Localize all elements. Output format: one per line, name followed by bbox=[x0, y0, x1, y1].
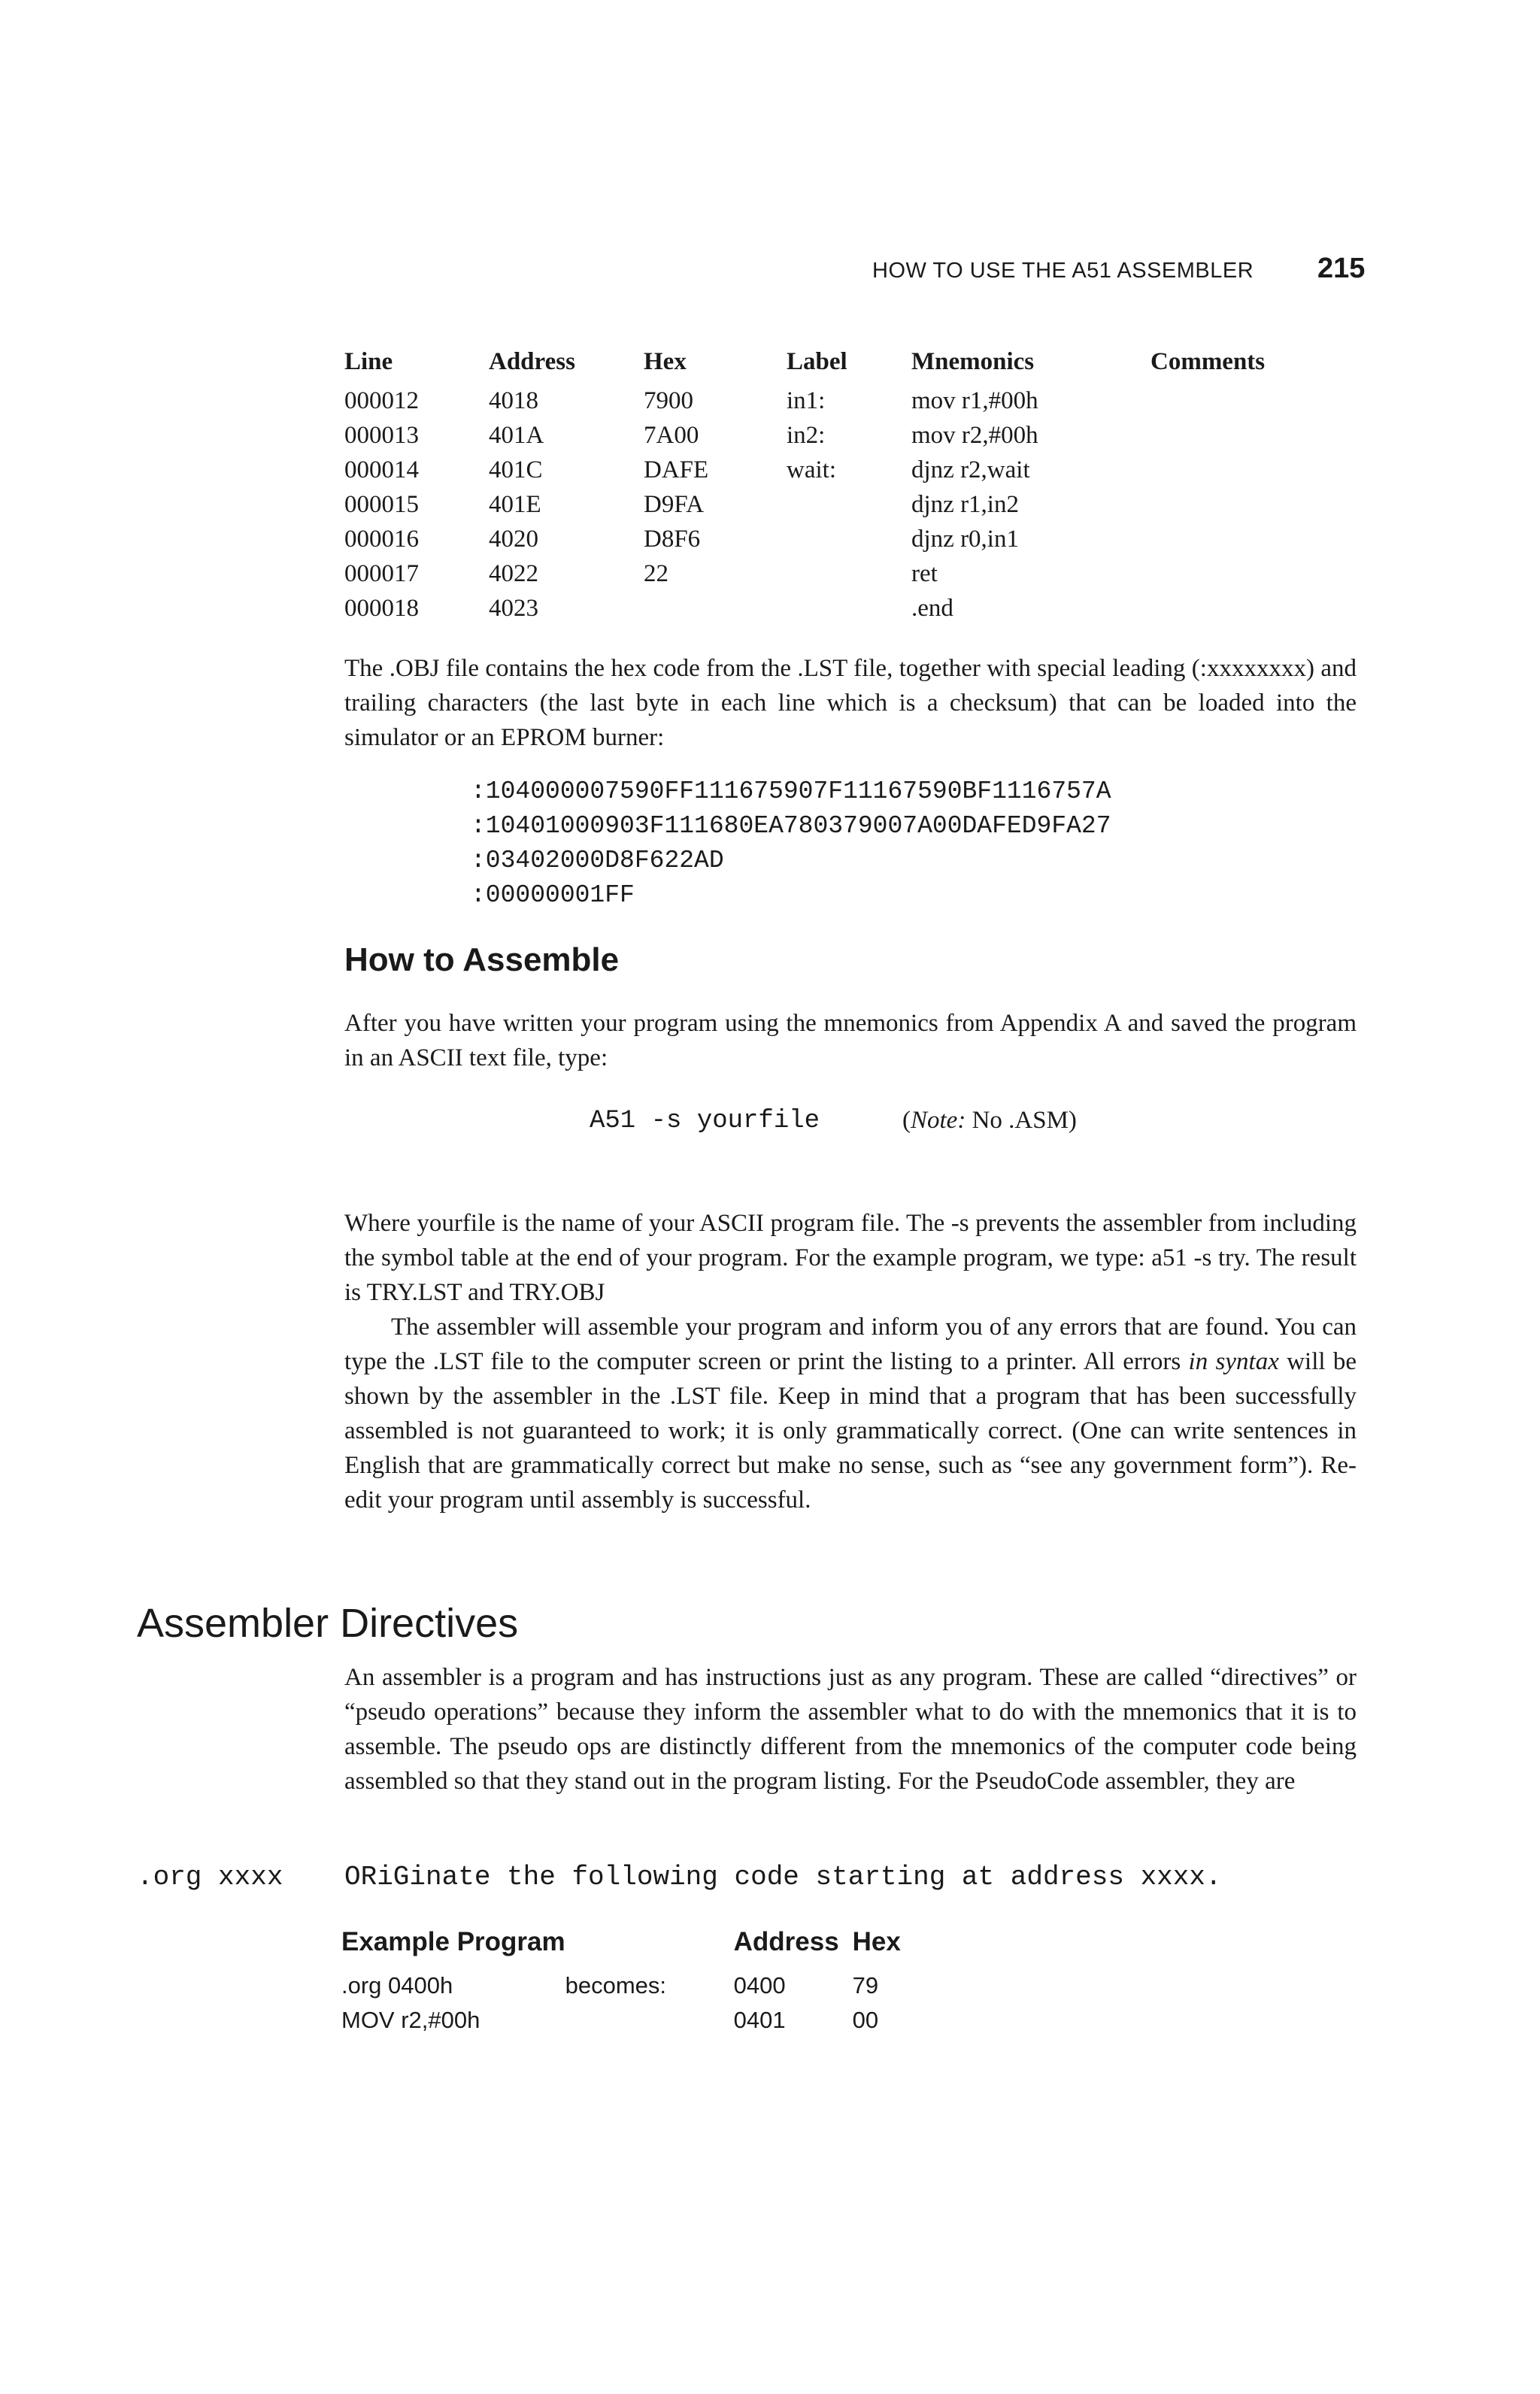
assemble-para-1: Where yourfile is the name of your ASCII program file. The -s prevents the assembler from including the symbol table at the end of your program. For the example program, we type: a51 -s try. The result is TRY.LST and TRY.OBJ bbox=[344, 1210, 1357, 1306]
assemble-para-2-start: The assembler will assemble your program and inform you of any errors that are found. You can type the .LST file to the computer screen or print the listing to a printer. All errors bbox=[344, 1314, 1357, 1375]
cell-address: 401C bbox=[489, 456, 543, 483]
hex-record-line: :03402000D8F622AD bbox=[471, 847, 724, 874]
cell-comment bbox=[1150, 556, 1301, 591]
cell-comment bbox=[1150, 487, 1301, 522]
note-text: No .ASM) bbox=[972, 1107, 1077, 1134]
cell-label: in2: bbox=[787, 422, 826, 449]
cell-line: 000017 bbox=[344, 560, 419, 587]
cell-comment bbox=[1150, 591, 1301, 626]
cell-hex: 7A00 bbox=[644, 422, 699, 449]
col-header-mnemonics: Mnemonics bbox=[911, 348, 1035, 375]
cell-hex: DAFE bbox=[644, 456, 709, 483]
hex-record-line: :10401000903F111680EA780379007A00DAFED9FA27 bbox=[471, 812, 1111, 840]
obj-file-paragraph bbox=[344, 651, 1357, 755]
obj-file-text: The .OBJ file contains the hex code from the .LST file, together with special leading (:xxxxxxxx) and trailing characters (the last byte in each line which is a checksum) that can be loaded into the simulator or an EPROM burner: bbox=[344, 655, 1357, 751]
assemble-para-2-italic: in syntax bbox=[1188, 1348, 1279, 1375]
table-row bbox=[344, 383, 1301, 418]
cell-example-hex: 79 bbox=[852, 1972, 879, 1999]
cell-address: 4023 bbox=[489, 595, 538, 622]
cell-address: 4020 bbox=[489, 526, 538, 553]
cell-example-program: MOV r2,#00h bbox=[341, 2007, 480, 2033]
assembly-listing-table bbox=[344, 344, 1301, 626]
running-head: HOW TO USE THE A51 ASSEMBLER bbox=[872, 259, 1254, 283]
directive-org-name: .org xxxx bbox=[137, 1862, 283, 1892]
table-row bbox=[341, 2003, 943, 2038]
table-row bbox=[344, 453, 1301, 487]
assemble-explanation bbox=[344, 1206, 1357, 1517]
cell-hex bbox=[644, 591, 787, 626]
assemble-command: A51 -s yourfile bbox=[590, 1107, 820, 1135]
cell-hex: 22 bbox=[644, 560, 668, 587]
cell-mnemonic: djnz r2,wait bbox=[911, 456, 1030, 483]
example-header-row bbox=[341, 1925, 943, 1968]
cell-line: 000018 bbox=[344, 595, 419, 622]
cell-mnemonic: djnz r0,in1 bbox=[911, 526, 1019, 553]
cell-example-program: .org 0400h bbox=[341, 1972, 453, 1999]
cell-line: 000013 bbox=[344, 422, 419, 449]
note-open-paren: ( bbox=[902, 1107, 911, 1134]
table-row bbox=[344, 418, 1301, 453]
assemble-para-2-end: will be shown by the assembler in the .LST file. Keep in mind that a program that has been successfully assembled is not guaranteed to work; it is only grammatically correct. (One can write sentences in English that are grammatically correct but make no sense, such as “see any government form”). Re-edit your program until assembly is successful. bbox=[344, 1348, 1357, 1514]
table-row bbox=[341, 1968, 943, 2003]
cell-becomes: becomes: bbox=[565, 1972, 667, 1999]
cell-label: in1: bbox=[787, 387, 826, 414]
col-header-hex: Hex bbox=[644, 348, 687, 375]
col-header-example-hex: Hex bbox=[852, 1927, 901, 1956]
heading-how-to-assemble: How to Assemble bbox=[344, 941, 620, 978]
cell-label bbox=[787, 522, 911, 556]
col-header-example-program: Example Program bbox=[341, 1927, 565, 1956]
listing-header-row bbox=[344, 344, 1301, 383]
col-header-label: Label bbox=[787, 348, 847, 375]
cell-mnemonic: djnz r1,in2 bbox=[911, 491, 1019, 518]
cell-mnemonic: mov r1,#00h bbox=[911, 387, 1038, 414]
cell-comment bbox=[1150, 418, 1301, 453]
hex-record-line: :104000007590FF111675907F11167590BF1116757A bbox=[471, 777, 1111, 805]
col-header-example-address: Address bbox=[733, 1927, 839, 1956]
cell-label bbox=[787, 591, 911, 626]
table-row bbox=[344, 591, 1301, 626]
table-row bbox=[344, 556, 1301, 591]
cell-example-address: 0400 bbox=[733, 1972, 786, 1999]
cell-example-hex: 00 bbox=[852, 2007, 879, 2033]
cell-line: 000015 bbox=[344, 491, 419, 518]
command-note bbox=[902, 1107, 1077, 1135]
cell-becomes bbox=[565, 2003, 734, 2038]
hex-record-line: :00000001FF bbox=[471, 881, 635, 909]
cell-address: 4018 bbox=[489, 387, 538, 414]
cell-mnemonic: .end bbox=[911, 595, 953, 622]
table-row bbox=[344, 487, 1301, 522]
col-header-blank bbox=[565, 1925, 734, 1968]
assemble-intro-text: After you have written your program using the mnemonics from Appendix A and saved the program in an ASCII text file, type: bbox=[344, 1010, 1357, 1071]
cell-comment bbox=[1150, 383, 1301, 418]
hex-record-block bbox=[471, 774, 1111, 913]
col-header-line: Line bbox=[344, 348, 393, 375]
directives-paragraph bbox=[344, 1660, 1357, 1799]
page-number: 215 bbox=[1317, 253, 1366, 284]
cell-line: 000016 bbox=[344, 526, 419, 553]
org-example-table bbox=[341, 1925, 943, 2038]
col-header-address: Address bbox=[489, 348, 575, 375]
cell-comment bbox=[1150, 522, 1301, 556]
cell-address: 401A bbox=[489, 422, 544, 449]
assemble-intro-paragraph bbox=[344, 1006, 1357, 1075]
cell-address: 401E bbox=[489, 491, 541, 518]
col-header-comments: Comments bbox=[1150, 348, 1266, 375]
directives-text: An assembler is a program and has instructions just as any program. These are called “directives” or “pseudo operations” because they inform the assembler what to do with the mnemonics that it is to assemble. The pseudo ops are distinctly different from the mnemonics of the computer code being assembled so that they stand out in the program listing. For the PseudoCode assembler, they are bbox=[344, 1664, 1357, 1795]
cell-label bbox=[787, 487, 911, 522]
cell-comment bbox=[1150, 453, 1301, 487]
directive-org-description: ORiGinate the following code starting at address xxxx. bbox=[344, 1862, 1222, 1892]
assemble-para-2 bbox=[344, 1310, 1357, 1517]
cell-example-address: 0401 bbox=[733, 2007, 786, 2033]
cell-label bbox=[787, 556, 911, 591]
cell-mnemonic: mov r2,#00h bbox=[911, 422, 1038, 449]
cell-address: 4022 bbox=[489, 560, 538, 587]
cell-hex: D9FA bbox=[644, 491, 705, 518]
cell-label: wait: bbox=[787, 456, 836, 483]
cell-line: 000014 bbox=[344, 456, 419, 483]
cell-hex: D8F6 bbox=[644, 526, 701, 553]
cell-hex: 7900 bbox=[644, 387, 693, 414]
cell-mnemonic: ret bbox=[911, 560, 938, 587]
cell-line: 000012 bbox=[344, 387, 419, 414]
note-label: Note: bbox=[911, 1107, 966, 1134]
table-row bbox=[344, 522, 1301, 556]
heading-assembler-directives: Assembler Directives bbox=[137, 1601, 519, 1646]
